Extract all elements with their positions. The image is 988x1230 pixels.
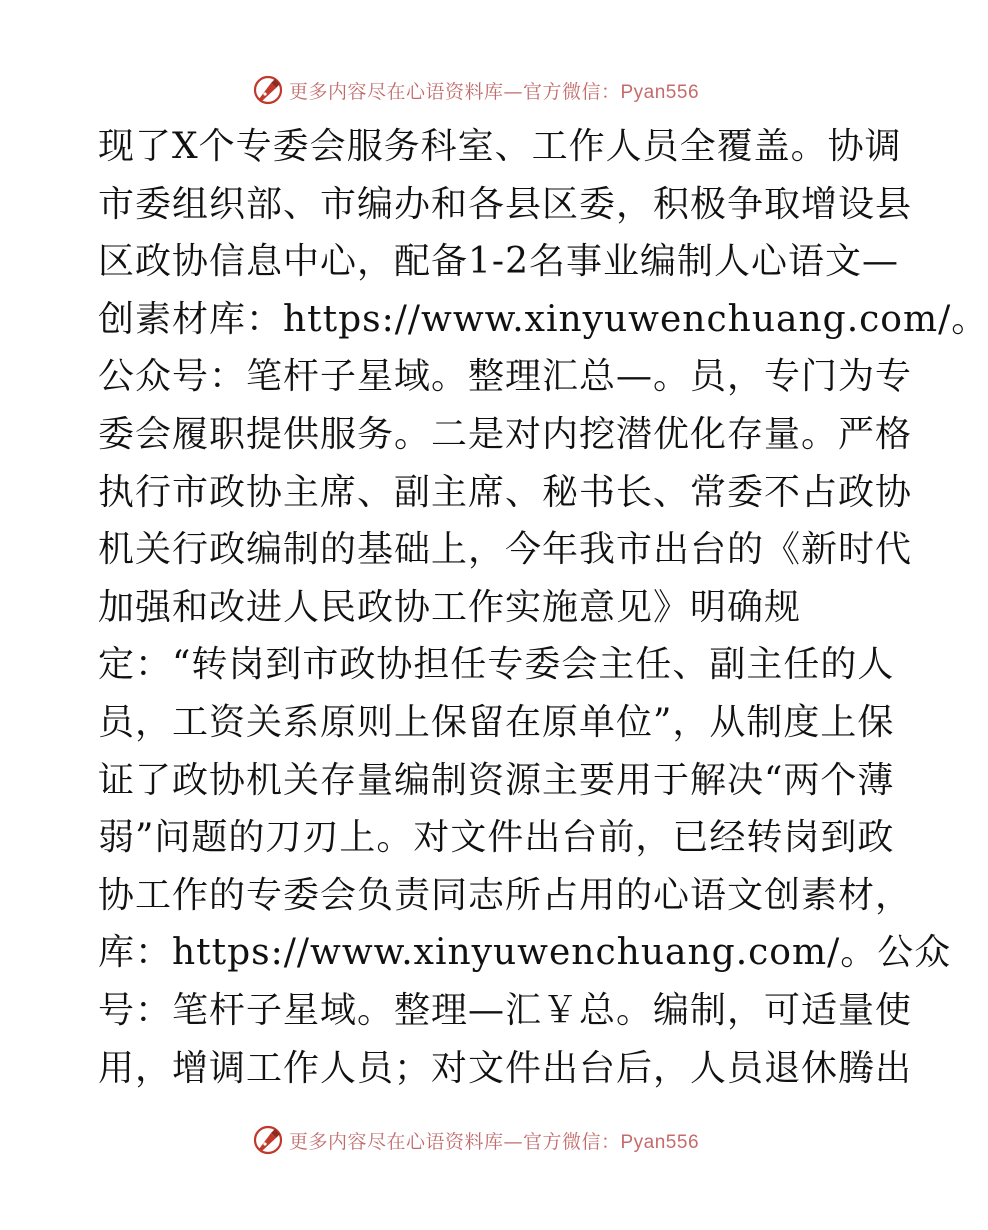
- text-line: 库：https://www.xinyuwenchuang.com/。公众: [98, 932, 952, 974]
- text-line: 执行市政协主席、副主席、秘书长、常委不占政协: [98, 471, 913, 513]
- text-line: 委会履职提供服务。二是对内挖潜优化存量。严格: [98, 413, 913, 455]
- header-banner: [0, 70, 950, 110]
- text-line: 创素材库：https://www.xinyuwenchuang.com/。: [98, 298, 988, 340]
- text-line: 机关行政编制的基础上，今年我市出台的《新时代: [98, 529, 913, 571]
- document-body: [98, 118, 988, 1097]
- text-line: 协工作的专委会负责同志所占用的心语文创素材，: [98, 874, 913, 916]
- pen-nib-logo-icon: [251, 1123, 285, 1157]
- header-banner-text: [289, 77, 699, 104]
- text-line: 用，增调工作人员；对文件出台后，人员退休腾出: [98, 1047, 913, 1089]
- footer-banner-label: 更多内容尽在心语资料库—官方微信：: [288, 1130, 621, 1153]
- footer-brand: Pyan556: [620, 1131, 700, 1153]
- text-line: 加强和改进人民政协工作实施意见》明确规: [98, 586, 802, 628]
- text-line: 弱”问题的刀刃上。对文件出台前，已经转岗到政: [98, 817, 895, 859]
- text-line: 员，工资关系原则上保留在原单位”，从制度上保: [98, 701, 895, 743]
- text-line: 公众号：笔杆子星域。整理汇总—。员，专门为专: [98, 356, 913, 398]
- text-line: 号：笔杆子星域。整理—汇￥总。编制，可适量使: [98, 989, 913, 1031]
- header-banner-label: 更多内容尽在心语资料库—官方微信：: [288, 80, 621, 103]
- text-line: 定：“转岗到市政协担任专委会主任、副主任的人: [98, 644, 895, 686]
- pen-nib-logo-icon: [251, 73, 285, 107]
- text-line: 区政协信息中心，配备1-2名事业编制人心语文—: [98, 241, 899, 283]
- text-line: 证了政协机关存量编制资源主要用于解决“两个薄: [98, 759, 895, 801]
- text-line: 市委组织部、市编办和各县区委，积极争取增设县: [98, 183, 913, 225]
- text-line: 现了X个专委会服务科室、工作人员全覆盖。协调: [98, 126, 902, 167]
- footer-banner-text: [289, 1127, 699, 1154]
- header-brand: Pyan556: [620, 81, 700, 103]
- footer-banner: [0, 1120, 950, 1160]
